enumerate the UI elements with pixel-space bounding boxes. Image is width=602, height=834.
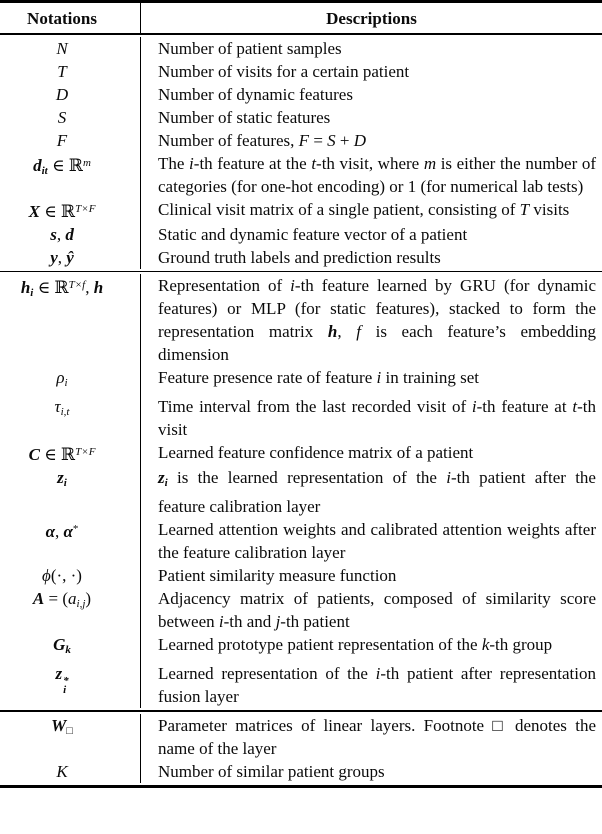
table-row bbox=[0, 441, 602, 466]
description-cell: Parameter matrices of linear layers. Footnote □ denotes the name of the layer bbox=[140, 714, 602, 760]
notation-cell: ϕ(·, ·) bbox=[42, 566, 82, 585]
table-section bbox=[0, 272, 602, 710]
notation-cell: $A = (a_{i,j})$ bbox=[32, 589, 92, 610]
table-row bbox=[0, 395, 602, 441]
notation-cell: $z_i$ bbox=[57, 468, 67, 489]
notation-cell: F bbox=[56, 130, 68, 150]
descriptions-column-header: Descriptions bbox=[140, 3, 602, 33]
description-cell: Learned feature confidence matrix of a patient bbox=[140, 441, 602, 466]
table-row bbox=[0, 274, 602, 366]
table-header-row bbox=[0, 3, 602, 33]
description-cell: Adjacency matrix of patients, composed of similarity score between i-th and j-th patient bbox=[140, 587, 602, 633]
table-row bbox=[0, 37, 602, 60]
table-body bbox=[0, 35, 602, 785]
table-row bbox=[0, 466, 602, 518]
description-cell: Feature presence rate of feature i in training set bbox=[140, 366, 602, 395]
notation-cell: $W_□$ bbox=[51, 715, 73, 737]
description-cell: Learned prototype patient representation of the k-th group bbox=[140, 633, 602, 662]
notation-cell: K bbox=[56, 761, 68, 781]
notation-cell: $G_k$ bbox=[53, 635, 71, 656]
table-row bbox=[0, 662, 602, 708]
description-cell: Number of features, F = S + D bbox=[140, 129, 602, 152]
notations-column-header: Notations bbox=[27, 8, 97, 28]
notation-cell: $\rho_i$ bbox=[56, 368, 68, 389]
table-row bbox=[0, 106, 602, 129]
table-section bbox=[0, 712, 602, 785]
notation-cell: $d_{it}$ ∈ ℝ$^m$ bbox=[33, 155, 91, 177]
table-row bbox=[0, 518, 602, 564]
description-cell: Number of dynamic features bbox=[140, 83, 602, 106]
description-cell: Representation of i-th feature learned by GRU (for dynamic features) or MLP (for static features), stacked to form the representation matrix h, f is each feature’s embedding dimension bbox=[140, 274, 602, 366]
table-row bbox=[0, 83, 602, 106]
notation-cell: z * i bbox=[55, 664, 69, 696]
description-cell: Patient similarity measure function bbox=[140, 564, 602, 587]
description-cell: Number of similar patient groups bbox=[140, 760, 602, 783]
description-cell: Learned representation of the i-th patient after representation fusion layer bbox=[140, 662, 602, 708]
bottom-rule bbox=[0, 785, 602, 788]
table-row bbox=[0, 198, 602, 223]
table-row bbox=[0, 564, 602, 587]
notation-cell: X ∈ ℝ$^{T\times F}$ bbox=[28, 201, 96, 221]
description-cell: Ground truth labels and prediction results bbox=[140, 246, 602, 269]
notation-cell: α, α* bbox=[45, 522, 79, 541]
notation-cell: D bbox=[55, 84, 69, 104]
description-cell: The i-th feature at the t-th visit, where m is either the number of categories (for one-hot encoding) or 1 (for numerical lab tests) bbox=[140, 152, 602, 198]
table-section bbox=[0, 35, 602, 271]
table-row bbox=[0, 223, 602, 246]
table-row bbox=[0, 366, 602, 395]
table-row bbox=[0, 633, 602, 662]
notation-cell: S bbox=[57, 107, 67, 127]
table-row bbox=[0, 152, 602, 198]
description-cell: $z_i$ is the learned representation of the i-th patient after the feature calibration layer bbox=[140, 466, 602, 518]
notation-cell: $h_i$ ∈ ℝ$^{T\times f}$, h bbox=[20, 278, 104, 299]
notation-cell: T bbox=[57, 61, 67, 81]
description-cell: Number of patient samples bbox=[140, 37, 602, 60]
table-row bbox=[0, 760, 602, 783]
table-row bbox=[0, 60, 602, 83]
table-row bbox=[0, 246, 602, 269]
description-cell: Clinical visit matrix of a single patient, consisting of T visits bbox=[140, 198, 602, 223]
description-cell: Number of static features bbox=[140, 106, 602, 129]
table-row bbox=[0, 129, 602, 152]
stacked-supsub: * i bbox=[63, 675, 69, 696]
notation-cell: N bbox=[56, 38, 68, 58]
description-cell: Static and dynamic feature vector of a patient bbox=[140, 223, 602, 246]
table-row bbox=[0, 587, 602, 633]
description-cell: Number of visits for a certain patient bbox=[140, 60, 602, 83]
description-cell: Time interval from the last recorded visit of i-th feature at t-th visit bbox=[140, 395, 602, 441]
description-cell: Learned attention weights and calibrated attention weights after the feature calibration layer bbox=[140, 518, 602, 564]
notation-cell: C ∈ ℝ$^{T\times F}$ bbox=[28, 445, 96, 464]
notation-cell: s, d bbox=[50, 224, 74, 244]
notation-cell: $\tau_{i,t}$ bbox=[54, 397, 70, 418]
table-row bbox=[0, 714, 602, 760]
notation-cell: y, ŷ bbox=[50, 247, 74, 267]
